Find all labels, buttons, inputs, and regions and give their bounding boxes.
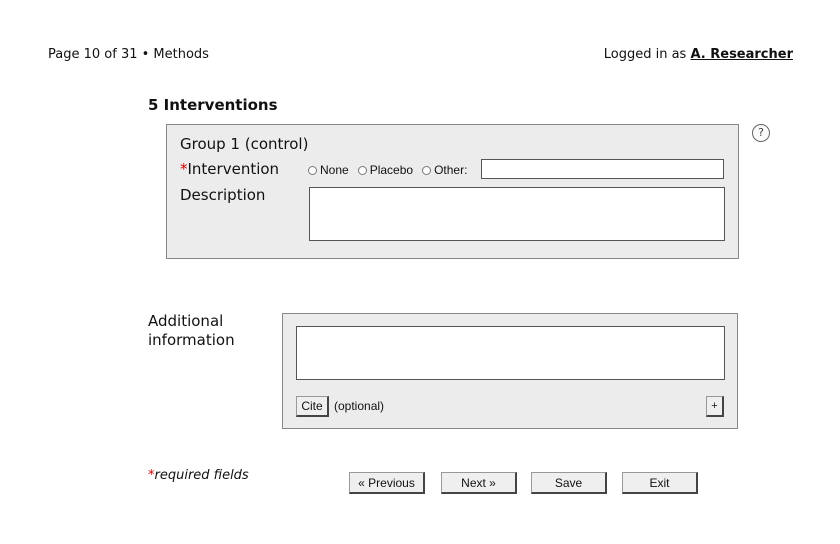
required-note-text: required fields — [154, 468, 249, 483]
next-button[interactable]: Next » — [441, 472, 517, 494]
expand-button[interactable]: + — [706, 396, 724, 417]
user-link[interactable]: A. Researcher — [690, 47, 793, 62]
radio-none-label: None — [320, 163, 349, 177]
login-status — [604, 47, 793, 62]
radio-other[interactable] — [422, 166, 431, 175]
radio-placebo[interactable] — [358, 166, 367, 175]
required-fields-note — [148, 468, 249, 483]
required-note-marker: * — [148, 468, 155, 483]
help-icon[interactable]: ? — [752, 124, 770, 142]
additional-info-label-line1: Additional — [148, 312, 224, 330]
radio-option-none[interactable] — [308, 163, 349, 177]
intervention-label — [180, 160, 279, 178]
description-textarea[interactable] — [309, 187, 725, 241]
group-title: Group 1 (control) — [180, 135, 309, 153]
previous-button[interactable]: « Previous — [349, 472, 425, 494]
additional-info-textarea[interactable] — [296, 326, 725, 380]
radio-option-other[interactable] — [422, 163, 467, 177]
radio-placebo-label: Placebo — [369, 163, 414, 177]
exit-button[interactable]: Exit — [622, 472, 698, 494]
radio-option-placebo[interactable] — [358, 163, 413, 177]
intervention-label-text: Intervention — [187, 160, 280, 178]
cite-button[interactable]: Cite — [296, 396, 329, 417]
description-label: Description — [180, 186, 266, 204]
other-intervention-input[interactable] — [481, 159, 724, 179]
intervention-radio-group — [308, 163, 476, 177]
required-marker: * — [180, 160, 188, 178]
cite-optional-note: (optional) — [334, 399, 385, 413]
logged-in-prefix: Logged in as — [603, 47, 691, 62]
radio-none[interactable] — [308, 166, 317, 175]
save-button[interactable]: Save — [531, 472, 607, 494]
radio-other-label: Other: — [434, 163, 468, 177]
section-title: 5 Interventions — [148, 96, 278, 114]
additional-info-label — [148, 312, 235, 350]
additional-info-label-line2: information — [148, 331, 235, 349]
page-info: Page 10 of 31 • Methods — [48, 47, 209, 62]
